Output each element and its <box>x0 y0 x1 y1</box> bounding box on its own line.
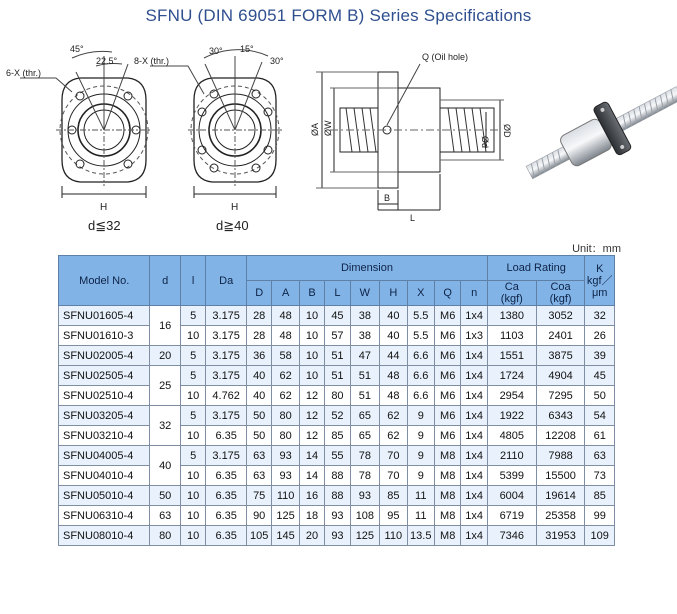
cell-b: 12 <box>299 426 324 446</box>
header-l: l <box>180 256 205 306</box>
cell-x: 6.6 <box>407 346 434 366</box>
header-dim-D: D <box>246 281 271 306</box>
cell-l: 10 <box>180 386 205 406</box>
angle-22-label: 22.5° <box>96 56 118 66</box>
cell-l: 10 <box>180 506 205 526</box>
cell-k: 63 <box>585 446 615 466</box>
cell-b: 10 <box>299 306 324 326</box>
cell-model: SFNU08010-4 <box>59 526 150 546</box>
header-dim-B: B <box>299 281 324 306</box>
cell-coa: 25358 <box>536 506 585 526</box>
cell-h: 62 <box>380 426 407 446</box>
spec-table-body <box>59 306 615 546</box>
cell-x: 13.5 <box>407 526 434 546</box>
cell-d: 90 <box>246 506 271 526</box>
cell-w: 65 <box>350 406 379 426</box>
cell-n: 1x3 <box>461 326 488 346</box>
cell-k: 39 <box>585 346 615 366</box>
cell-da: 6.35 <box>206 486 247 506</box>
cell-d: 50 <box>246 426 271 446</box>
cell-b: 10 <box>299 326 324 346</box>
cell-d: 75 <box>246 486 271 506</box>
cell-model: SFNU04005-4 <box>59 446 150 466</box>
table-row <box>59 406 615 426</box>
cell-w: 51 <box>350 386 379 406</box>
cell-l: 93 <box>325 526 350 546</box>
holes-8x-label: 8-X (thr.) <box>134 56 170 66</box>
header-dim-W: W <box>350 281 379 306</box>
cell-l: 10 <box>180 526 205 546</box>
cell-n: 1x4 <box>461 306 488 326</box>
cell-a: 125 <box>272 506 299 526</box>
header-ca-label: Ca <box>504 281 519 293</box>
table-row <box>59 426 615 446</box>
cell-a: 48 <box>272 306 299 326</box>
cell-b: 10 <box>299 346 324 366</box>
cell-k: 99 <box>585 506 615 526</box>
dim-l-label: L <box>410 213 416 223</box>
cell-model: SFNU01610-3 <box>59 326 150 346</box>
cell-n: 1x4 <box>461 486 488 506</box>
header-dim-X: X <box>407 281 434 306</box>
cell-b: 12 <box>299 406 324 426</box>
angle-45-label: 45° <box>70 44 84 54</box>
table-row <box>59 386 615 406</box>
cell-q: M6 <box>434 306 460 326</box>
cell-b: 18 <box>299 506 324 526</box>
cell-ca: 1551 <box>487 346 536 366</box>
cell-h: 40 <box>380 306 407 326</box>
header-ca <box>487 281 536 306</box>
cell-d: 63 <box>150 506 180 526</box>
cell-n: 1x4 <box>461 366 488 386</box>
cell-q: M8 <box>434 446 460 466</box>
cell-d: 80 <box>150 526 180 546</box>
cell-l: 5 <box>180 366 205 386</box>
angle-30b-label: 30° <box>270 56 284 66</box>
header-dim-Q: Q <box>434 281 460 306</box>
cell-ca: 1922 <box>487 406 536 426</box>
h-dim-middle: H <box>231 202 239 213</box>
cell-x: 9 <box>407 466 434 486</box>
cell-l: 57 <box>325 326 350 346</box>
header-model: Model No. <box>59 256 150 306</box>
table-row <box>59 306 615 326</box>
cell-coa: 19614 <box>536 486 585 506</box>
cell-l: 5 <box>180 446 205 466</box>
dim-w-label: ØW <box>323 120 333 136</box>
cell-h: 85 <box>380 486 407 506</box>
cell-n: 1x4 <box>461 506 488 526</box>
cell-k: 26 <box>585 326 615 346</box>
cell-h: 48 <box>380 386 407 406</box>
cell-da: 6.35 <box>206 466 247 486</box>
cell-d: 28 <box>246 306 271 326</box>
cell-h: 70 <box>380 466 407 486</box>
page-title: SFNU (DIN 69051 FORM B) Series Specifications <box>145 6 532 25</box>
cell-w: 93 <box>350 486 379 506</box>
cell-w: 78 <box>350 446 379 466</box>
cell-a: 62 <box>272 366 299 386</box>
cell-model: SFNU02510-4 <box>59 386 150 406</box>
cell-ca: 4805 <box>487 426 536 446</box>
cell-k: 61 <box>585 426 615 446</box>
cell-d: 28 <box>246 326 271 346</box>
cell-l: 55 <box>325 446 350 466</box>
front-view-8-hole <box>150 50 282 198</box>
cell-l: 10 <box>180 326 205 346</box>
header-ca-unit: (kgf) <box>500 293 523 305</box>
cell-b: 14 <box>299 466 324 486</box>
header-load-rating: Load Rating <box>487 256 585 281</box>
cell-da: 6.35 <box>206 426 247 446</box>
cell-d: 20 <box>150 346 180 366</box>
cell-coa: 12208 <box>536 426 585 446</box>
cell-n: 1x4 <box>461 386 488 406</box>
dim-d-small-label: Ød <box>480 136 490 149</box>
cell-b: 10 <box>299 366 324 386</box>
cell-x: 9 <box>407 426 434 446</box>
cell-d: 50 <box>150 486 180 506</box>
oil-hole-label: Q (Oil hole) <box>422 52 469 62</box>
cell-h: 70 <box>380 446 407 466</box>
cell-a: 145 <box>272 526 299 546</box>
cell-b: 14 <box>299 446 324 466</box>
header-coa-label: Coa <box>550 281 571 293</box>
cell-d: 25 <box>150 366 180 406</box>
technical-drawings <box>0 36 677 236</box>
cell-h: 95 <box>380 506 407 526</box>
cell-n: 1x4 <box>461 426 488 446</box>
cell-da: 6.35 <box>206 526 247 546</box>
cell-d: 40 <box>246 386 271 406</box>
cell-k: 109 <box>585 526 615 546</box>
header-coa-unit: (kgf) <box>549 293 572 305</box>
cell-coa: 3875 <box>536 346 585 366</box>
cell-w: 38 <box>350 326 379 346</box>
header-da: Da <box>206 256 247 306</box>
cell-ca: 1103 <box>487 326 536 346</box>
cell-coa: 7295 <box>536 386 585 406</box>
cell-d: 40 <box>150 446 180 486</box>
cell-n: 1x4 <box>461 346 488 366</box>
cell-q: M8 <box>434 466 460 486</box>
cell-q: M8 <box>434 506 460 526</box>
cell-n: 1x4 <box>461 446 488 466</box>
cell-l: 88 <box>325 486 350 506</box>
cell-model: SFNU05010-4 <box>59 486 150 506</box>
cell-l: 85 <box>325 426 350 446</box>
header-d: d <box>150 256 180 306</box>
cell-coa: 4904 <box>536 366 585 386</box>
angle-15-label: 15° <box>240 44 254 54</box>
cell-da: 3.175 <box>206 346 247 366</box>
cell-l: 80 <box>325 386 350 406</box>
cell-k: 45 <box>585 366 615 386</box>
cell-q: M6 <box>434 386 460 406</box>
cell-w: 65 <box>350 426 379 446</box>
cell-ca: 6004 <box>487 486 536 506</box>
cell-d: 50 <box>246 406 271 426</box>
table-row <box>59 346 615 366</box>
cell-coa: 6343 <box>536 406 585 426</box>
cell-l: 88 <box>325 466 350 486</box>
cell-a: 48 <box>272 326 299 346</box>
cell-ca: 7346 <box>487 526 536 546</box>
cell-b: 16 <box>299 486 324 506</box>
ballscrew-product-image <box>517 69 677 196</box>
cell-l: 93 <box>325 506 350 526</box>
cell-d: 105 <box>246 526 271 546</box>
cell-l: 45 <box>325 306 350 326</box>
header-k-unit: kgf／μm <box>586 274 613 299</box>
cell-d: 63 <box>246 446 271 466</box>
cell-l: 51 <box>325 366 350 386</box>
cell-model: SFNU02505-4 <box>59 366 150 386</box>
holes-6x-label: 6-X (thr.) <box>6 68 42 78</box>
table-row <box>59 486 615 506</box>
cell-d: 16 <box>150 306 180 346</box>
cell-w: 108 <box>350 506 379 526</box>
cell-coa: 3052 <box>536 306 585 326</box>
cell-q: M6 <box>434 326 460 346</box>
cell-ca: 2110 <box>487 446 536 466</box>
cell-l: 5 <box>180 306 205 326</box>
cell-da: 3.175 <box>206 366 247 386</box>
cell-da: 3.175 <box>206 446 247 466</box>
cell-d: 40 <box>246 366 271 386</box>
side-view <box>316 64 504 210</box>
cell-k: 85 <box>585 486 615 506</box>
cell-q: M6 <box>434 366 460 386</box>
cell-x: 9 <box>407 446 434 466</box>
table-row <box>59 366 615 386</box>
cell-l: 5 <box>180 406 205 426</box>
cell-w: 38 <box>350 306 379 326</box>
cell-h: 40 <box>380 326 407 346</box>
cell-k: 73 <box>585 466 615 486</box>
cell-ca: 5399 <box>487 466 536 486</box>
caption-d-ge-40: d≧40 <box>216 218 249 233</box>
cell-da: 3.175 <box>206 306 247 326</box>
cell-coa: 7988 <box>536 446 585 466</box>
table-row <box>59 526 615 546</box>
cell-q: M6 <box>434 426 460 446</box>
table-row <box>59 326 615 346</box>
cell-model: SFNU01605-4 <box>59 306 150 326</box>
header-dim-n: n <box>461 281 488 306</box>
cell-a: 58 <box>272 346 299 366</box>
header-dim-L: L <box>325 281 350 306</box>
cell-x: 6.6 <box>407 386 434 406</box>
cell-b: 20 <box>299 526 324 546</box>
cell-q: M8 <box>434 486 460 506</box>
cell-da: 6.35 <box>206 506 247 526</box>
cell-coa: 15500 <box>536 466 585 486</box>
cell-da: 3.175 <box>206 326 247 346</box>
cell-h: 48 <box>380 366 407 386</box>
cell-q: M8 <box>434 526 460 546</box>
header-k <box>585 256 615 306</box>
cell-w: 125 <box>350 526 379 546</box>
cell-l: 51 <box>325 346 350 366</box>
table-row <box>59 466 615 486</box>
spec-table <box>58 255 615 546</box>
cell-d: 63 <box>246 466 271 486</box>
header-dim-H: H <box>380 281 407 306</box>
cell-x: 11 <box>407 486 434 506</box>
cell-x: 5.5 <box>407 306 434 326</box>
cell-coa: 31953 <box>536 526 585 546</box>
cell-x: 5.5 <box>407 326 434 346</box>
cell-d: 32 <box>150 406 180 446</box>
unit-label: Unit：mm <box>572 243 621 255</box>
cell-n: 1x4 <box>461 526 488 546</box>
cell-l: 10 <box>180 486 205 506</box>
cell-k: 32 <box>585 306 615 326</box>
cell-model: SFNU04010-4 <box>59 466 150 486</box>
cell-h: 44 <box>380 346 407 366</box>
cell-coa: 2401 <box>536 326 585 346</box>
cell-w: 51 <box>350 366 379 386</box>
header-k-label: K <box>596 262 604 275</box>
cell-a: 93 <box>272 466 299 486</box>
dim-b-label: B <box>384 193 391 203</box>
table-row <box>59 506 615 526</box>
table-row <box>59 446 615 466</box>
h-dim-left: H <box>100 202 108 213</box>
cell-b: 12 <box>299 386 324 406</box>
cell-x: 11 <box>407 506 434 526</box>
cell-a: 93 <box>272 446 299 466</box>
cell-x: 6.6 <box>407 366 434 386</box>
cell-ca: 1724 <box>487 366 536 386</box>
caption-d-le-32: d≦32 <box>88 218 121 233</box>
cell-k: 54 <box>585 406 615 426</box>
cell-w: 47 <box>350 346 379 366</box>
cell-h: 62 <box>380 406 407 426</box>
cell-model: SFNU03205-4 <box>59 406 150 426</box>
cell-l: 10 <box>180 466 205 486</box>
cell-n: 1x4 <box>461 406 488 426</box>
cell-l: 5 <box>180 346 205 366</box>
cell-da: 4.762 <box>206 386 247 406</box>
cell-a: 80 <box>272 426 299 446</box>
cell-a: 110 <box>272 486 299 506</box>
cell-d: 36 <box>246 346 271 366</box>
cell-da: 3.175 <box>206 406 247 426</box>
cell-n: 1x4 <box>461 466 488 486</box>
header-coa <box>536 281 585 306</box>
cell-model: SFNU02005-4 <box>59 346 150 366</box>
cell-q: M6 <box>434 406 460 426</box>
cell-l: 52 <box>325 406 350 426</box>
cell-l: 10 <box>180 426 205 446</box>
cell-model: SFNU06310-4 <box>59 506 150 526</box>
cell-ca: 1380 <box>487 306 536 326</box>
cell-a: 80 <box>272 406 299 426</box>
dim-d-big-label: ØD <box>502 124 512 138</box>
cell-ca: 6719 <box>487 506 536 526</box>
dim-a-label: ØA <box>310 122 320 136</box>
cell-k: 50 <box>585 386 615 406</box>
cell-x: 9 <box>407 406 434 426</box>
cell-ca: 2954 <box>487 386 536 406</box>
angle-30a-label: 30° <box>209 46 223 56</box>
cell-h: 110 <box>380 526 407 546</box>
cell-model: SFNU03210-4 <box>59 426 150 446</box>
cell-a: 62 <box>272 386 299 406</box>
header-dim-A: A <box>272 281 299 306</box>
cell-w: 78 <box>350 466 379 486</box>
header-dimension: Dimension <box>246 256 487 281</box>
cell-q: M6 <box>434 346 460 366</box>
